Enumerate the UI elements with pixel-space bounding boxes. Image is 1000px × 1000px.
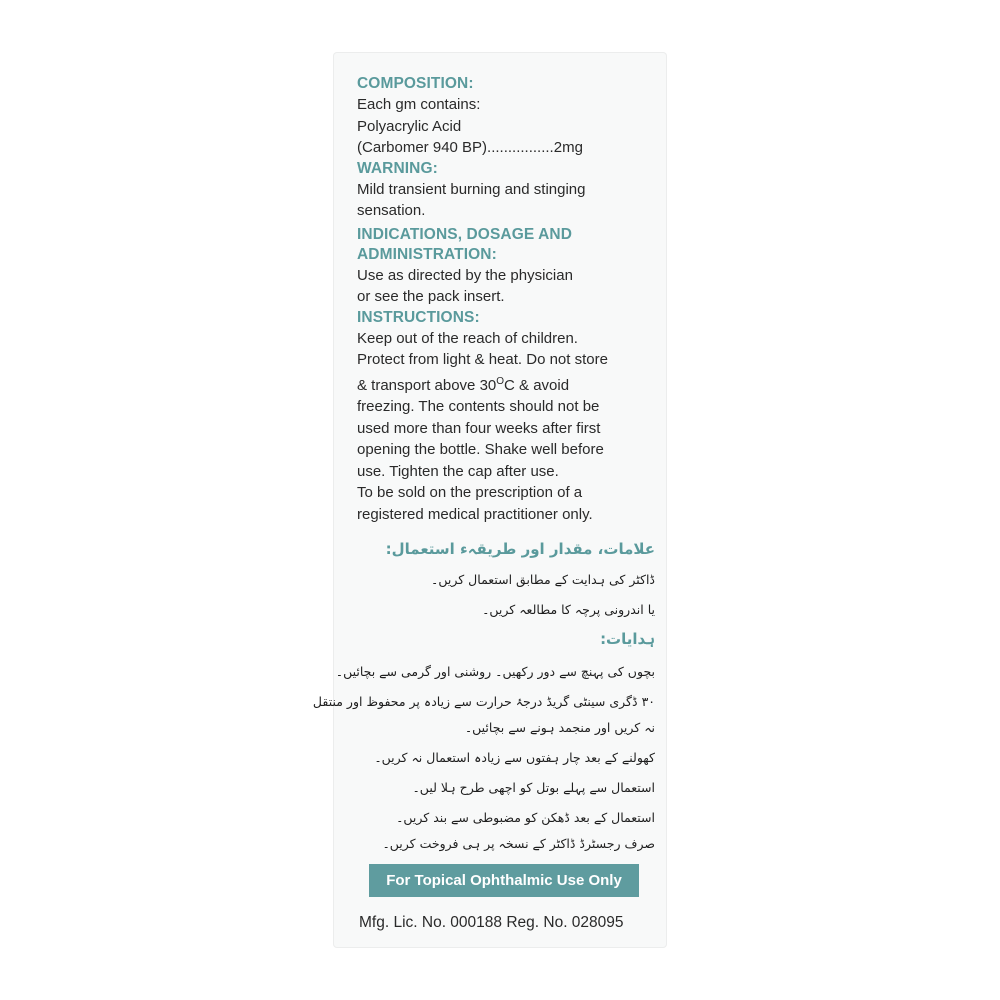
topical-use-banner: For Topical Ophthalmic Use Only: [369, 864, 639, 897]
degree-superscript: O: [496, 375, 505, 387]
instructions-heading: INSTRUCTIONS:: [357, 308, 480, 326]
urdu-line: استعمال کے بعد ڈھکن کو مضبوطی سے بند کریں۔: [396, 810, 655, 825]
indications-line: Use as directed by the physician: [357, 266, 573, 284]
instructions-line-part: & transport above 30: [357, 376, 497, 394]
warning-line: Mild transient burning and stinging: [357, 180, 586, 198]
composition-line: (Carbomer 940 BP)................2mg: [357, 139, 583, 156]
urdu-line: ۳۰ ڈگری سینٹی گریڈ درجۂ حرارت سے زیادہ پر محفوظ اور منتقل: [312, 694, 655, 709]
urdu-line: صرف رجسٹرڈ ڈاکٹر کے نسخہ پر ہی فروخت کریں۔: [382, 836, 655, 851]
english-text-block: [357, 74, 657, 525]
urdu-line: کھولنے کے بعد چار ہفتوں سے زیادہ استعمال نہ کریں۔: [374, 750, 655, 765]
composition-line: Each gm contains:: [357, 96, 481, 113]
urdu-line: ڈاکٹر کی ہدایت کے مطابق استعمال کریں۔: [431, 572, 655, 587]
urdu-line: استعمال سے پہلے بوتل کو اچھی طرح ہلا لیں۔: [412, 780, 655, 795]
urdu-line: بچوں کی پہنچ سے دور رکھیں۔ روشنی اور گرمی سے بچائیں۔: [335, 664, 655, 679]
indications-line: or see the pack insert.: [357, 288, 505, 305]
instructions-line-part: C & avoid: [504, 376, 570, 394]
warning-heading: WARNING:: [357, 159, 438, 177]
indications-heading: ADMINISTRATION:: [357, 245, 497, 263]
label-panel: [312, 52, 667, 948]
instructions-line: opening the bottle. Shake well before: [357, 441, 604, 458]
urdu-line: نہ کریں اور منجمد ہونے سے بچائیں۔: [464, 720, 655, 735]
instructions-line: use. Tighten the cap after use.: [357, 462, 559, 480]
instructions-line: To be sold on the prescription of a: [357, 484, 583, 501]
urdu-line: یا اندرونی پرچہ کا مطالعہ کریں۔: [482, 602, 655, 617]
instructions-line: used more than four weeks after first: [357, 419, 601, 437]
instructions-line: Protect from light & heat. Do not store: [357, 351, 608, 368]
urdu-instructions-heading: ہدایات:: [600, 630, 655, 648]
license-registration-numbers: Mfg. Lic. No. 000188 Reg. No. 028095: [359, 914, 624, 931]
instructions-line: [357, 371, 657, 397]
indications-heading: INDICATIONS, DOSAGE AND: [357, 225, 573, 243]
composition-line: Polyacrylic Acid: [357, 117, 462, 135]
instructions-line: registered medical practitioner only.: [357, 505, 593, 523]
composition-heading: COMPOSITION:: [357, 75, 474, 92]
urdu-indications-heading: علامات، مقدار اور طریقہء استعمال:: [385, 540, 655, 558]
warning-line: sensation.: [357, 202, 426, 219]
instructions-line: Keep out of the reach of children.: [357, 329, 578, 347]
instructions-line: freezing. The contents should not be: [357, 398, 600, 415]
